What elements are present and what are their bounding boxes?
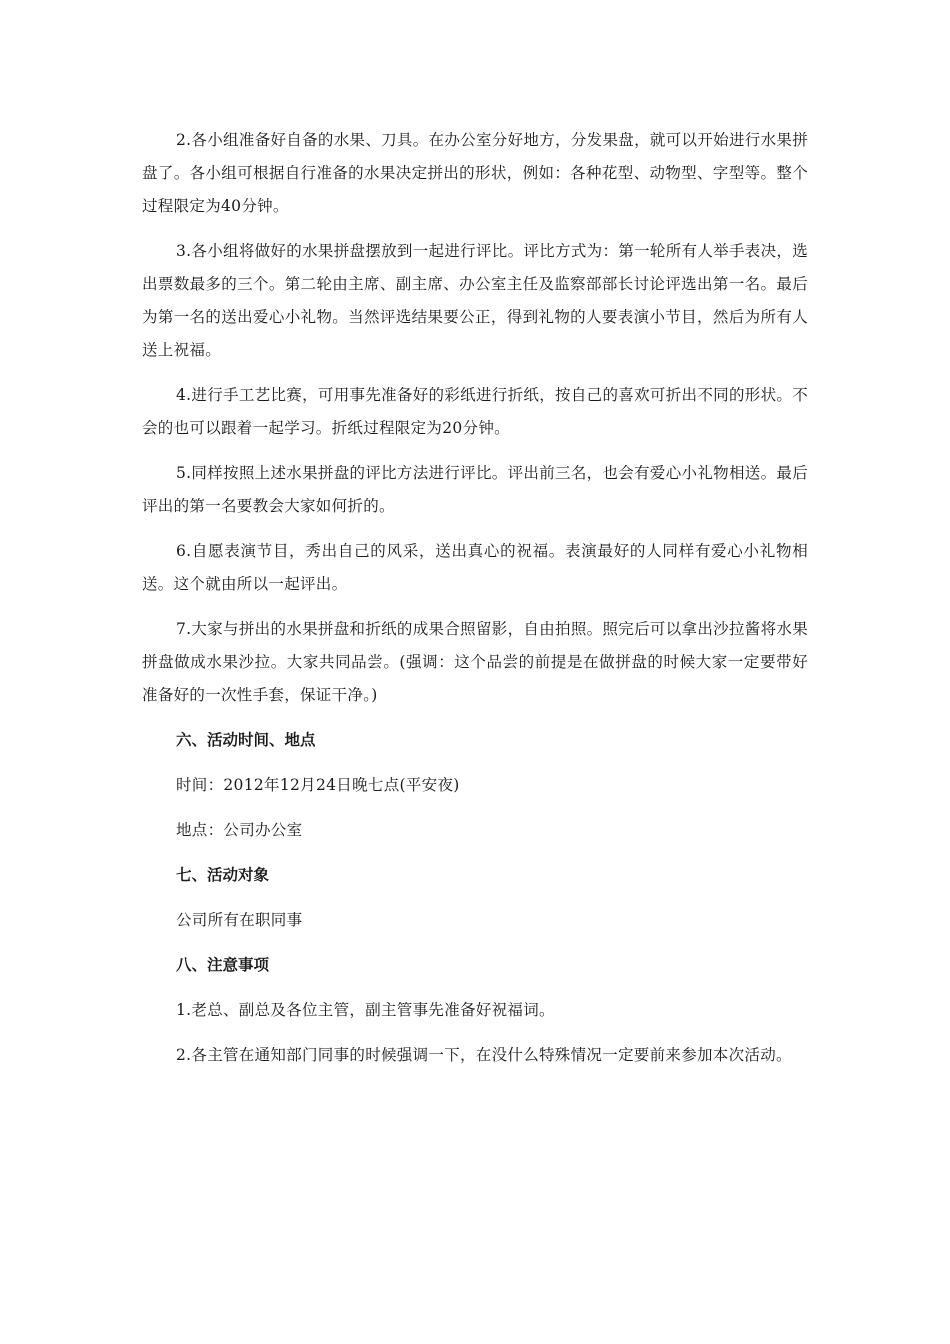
section-heading-time-place: 六、活动时间、地点 [176, 731, 316, 749]
document-body [142, 124, 808, 1084]
paragraph-fruit-platter-prep: 2.各小组准备好自备的水果、刀具。在办公室分好地方，分发果盘，就可以开始进行水果拼盘了。各小组可根据自行准备的水果决定拼出的形状，例如：各种花型、动物型、字型等。整个过程限定为40分钟。 [142, 131, 808, 215]
section-heading-audience: 七、活动对象 [176, 866, 270, 884]
paragraph-note-2: 2.各主管在通知部门同事的时候强调一下，在没什么特殊情况一定要前来参加本次活动。 [176, 1046, 792, 1064]
paragraph-platter-judging: 3.各小组将做好的水果拼盘摆放到一起进行评比。评比方式为：第一轮所有人举手表决，选出票数最多的三个。第二轮由主席、副主席、办公室主任及监察部部长讨论评选出第一名。最后为第一名的送出爱心小礼物。当然评选结果要公正，得到礼物的人要表演小节目，然后为所有人送上祝福。 [142, 242, 808, 359]
paragraph-time: 时间：2012年12月24日晚七点(平安夜) [176, 776, 460, 794]
paragraph-audience: 公司所有在职同事 [176, 911, 303, 929]
paragraph-performances: 6.自愿表演节目，秀出自己的风采，送出真心的祝福。表演最好的人同样有爱心小礼物相送。这个就由所以一起评出。 [142, 542, 808, 593]
section-heading-notes: 八、注意事项 [176, 956, 270, 974]
paragraph-paper-folding: 4.进行手工艺比赛，可用事先准备好的彩纸进行折纸，按自己的喜欢可折出不同的形状。不会的也可以跟着一起学习。折纸过程限定为20分钟。 [142, 386, 808, 437]
paragraph-note-1: 1.老总、副总及各位主管，副主管事先准备好祝福词。 [176, 1001, 555, 1019]
paragraph-folding-judging: 5.同样按照上述水果拼盘的评比方法进行评比。评出前三名，也会有爱心小礼物相送。最后评出的第一名要教会大家如何折的。 [142, 464, 808, 515]
paragraph-place: 地点：公司办公室 [176, 821, 303, 839]
paragraph-photos-salad: 7.大家与拼出的水果拼盘和折纸的成果合照留影，自由拍照。照完后可以拿出沙拉酱将水果拼盘做成水果沙拉。大家共同品尝。(强调：这个品尝的前提是在做拼盘的时候大家一定要带好准备好的一次性手套，保证干净。) [142, 620, 808, 704]
